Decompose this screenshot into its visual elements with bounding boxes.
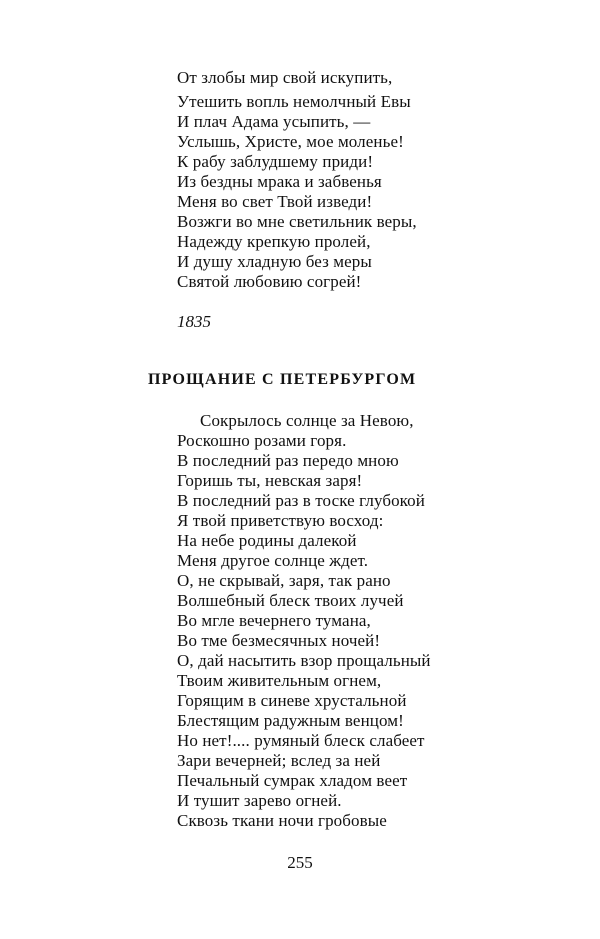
page-number: 255 bbox=[287, 853, 313, 872]
verse-line: И душу хладную без меры bbox=[177, 252, 372, 271]
verse-line: Твоим живительным огнем, bbox=[177, 671, 382, 690]
poem-date: 1835 bbox=[177, 312, 211, 331]
verse-line: Во мгле вечернего тумана, bbox=[177, 611, 371, 630]
verse-line: Из бездны мрака и забвенья bbox=[177, 172, 382, 191]
verse-line: Роскошно розами горя. bbox=[177, 431, 347, 450]
verse-line: В последний раз передо мною bbox=[177, 451, 399, 470]
verse-line: Горящим в синеве хрустальной bbox=[177, 691, 407, 710]
verse-line: Волшебный блеск твоих лучей bbox=[177, 591, 404, 610]
verse-line: На небе родины далекой bbox=[177, 531, 357, 550]
verse-line: Но нет!.... румяный блеск слабеет bbox=[177, 731, 425, 750]
verse-line: Меня другое солнце ждет. bbox=[177, 551, 369, 570]
verse-line: К рабу заблудшему приди! bbox=[177, 152, 374, 171]
poem-title: ПРОЩАНИЕ С ПЕТЕРБУРГОМ bbox=[148, 371, 417, 388]
verse-line: Я твой приветствую восход: bbox=[177, 511, 384, 530]
verse-line: Горишь ты, невская заря! bbox=[177, 471, 363, 490]
verse-line: О, дай насытить взор прощальный bbox=[177, 651, 431, 670]
verse-line: В последний раз в тоске глубокой bbox=[177, 491, 425, 510]
verse-line: О, не скрывай, заря, так рано bbox=[177, 571, 391, 590]
verse-line: Услышь, Христе, мое моленье! bbox=[177, 132, 404, 151]
verse-line: Сокрылось солнце за Невою, bbox=[200, 411, 414, 430]
verse-line: И тушит зарево огней. bbox=[177, 791, 342, 810]
verse-line: Во тме безмесячных ночей! bbox=[177, 631, 381, 650]
verse-line: Святой любовию согрей! bbox=[177, 272, 362, 291]
verse-line: Меня во свет Твой изведи! bbox=[177, 192, 373, 211]
verse-line: Зари вечерней; вслед за ней bbox=[177, 751, 381, 770]
verse-line: Утешить вопль немолчный Евы bbox=[177, 92, 411, 111]
verse-line: Сквозь ткани ночи гробовые bbox=[177, 811, 387, 830]
verse-line: Надежду крепкую пролей, bbox=[177, 232, 371, 251]
verse-line: И плач Адама усыпить, — bbox=[177, 112, 371, 131]
verse-line: От злобы мир свой искупить, bbox=[177, 68, 393, 87]
verse-line: Блестящим радужным венцом! bbox=[177, 711, 404, 730]
verse-line: Печальный сумрак хладом веет bbox=[177, 771, 408, 790]
verse-line: Возжги во мне светильник веры, bbox=[177, 212, 417, 231]
